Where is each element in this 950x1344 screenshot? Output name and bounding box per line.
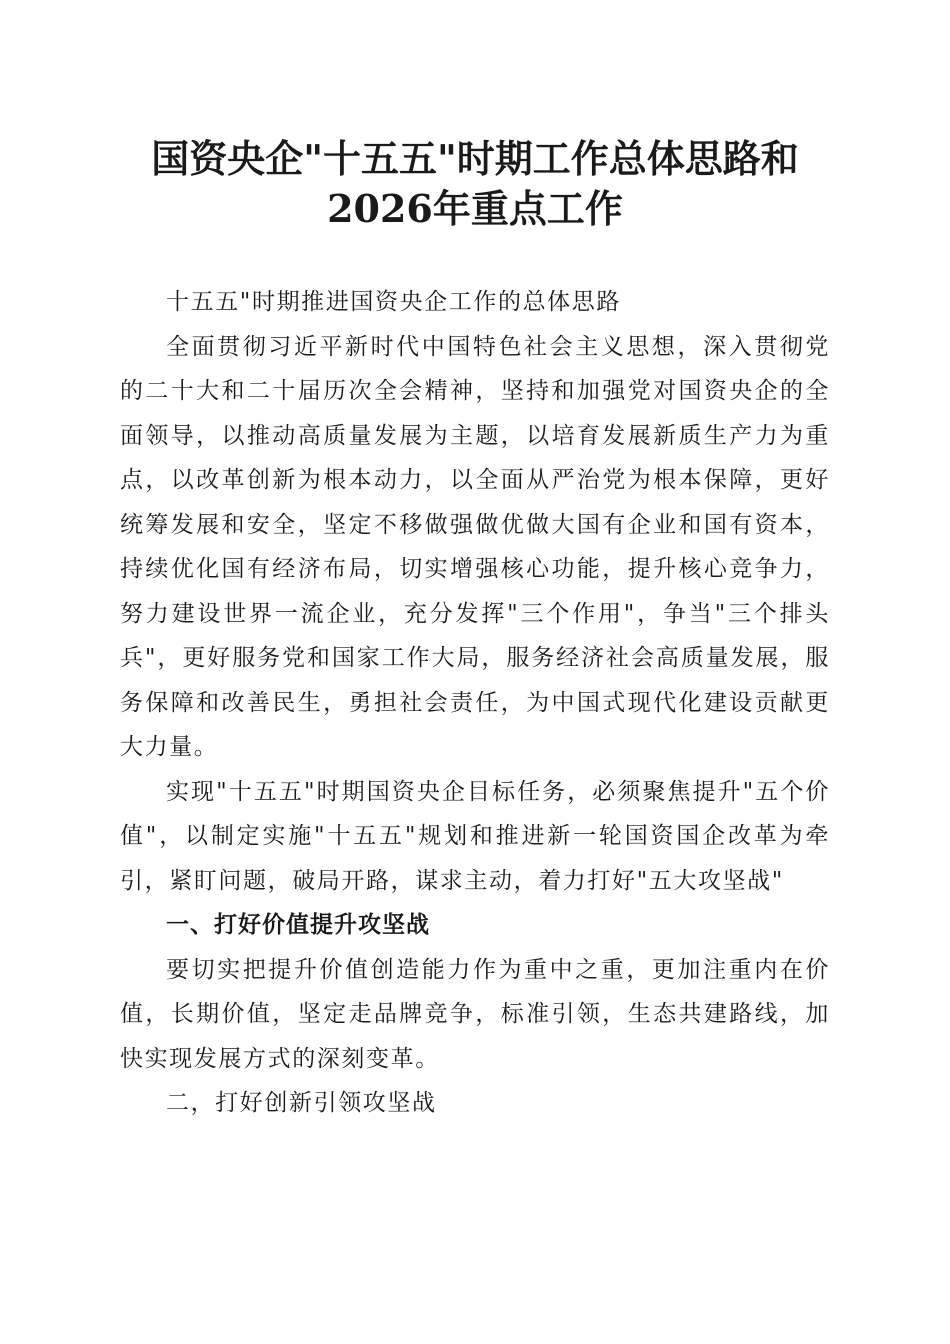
document-body — [120, 280, 830, 1126]
section-heading-value-enhancement: 一、打好价值提升攻坚战 — [166, 912, 430, 938]
paragraph-overview-heading: 十五五"时期推进国资央企工作的总体思路 — [166, 289, 621, 315]
paragraph-guiding-principles: 全面贯彻习近平新时代中国特色社会主义思想，深入贯彻党的二十大和二十届历次全会精神，坚持和加强党对国资央企的全面领导，以推动高质量发展为主题，以培育发展新质生产力为重点，以改革创新为根本动力，以全面从严治党为根本保障，更好统筹发展和安全，坚定不移做强做优做大国有企业和国有资本，持续优化国有经济布局，切实增强核心功能，提升核心竞争力，努力建设世界一流企业，充分发挥"三个作用"，争当"三个排头兵"，更好服务党和国家工作大局，服务经济社会高质量发展，服务保障和改善民生，勇担社会责任，为中国式现代化建设贡献更大力量。 — [120, 333, 830, 760]
paragraph-value-enhancement: 要切实把提升价值创造能力作为重中之重，更加注重内在价值，长期价值，坚定走品牌竞争，标准引领，生态共建路线，加快实现发展方式的深刻变革。 — [120, 956, 830, 1072]
section-heading-innovation: 二，打好创新引领攻坚战 — [166, 1090, 437, 1116]
document-title: 国资央企"十五五"时期工作总体思路和2026年重点工作 — [151, 136, 799, 231]
paragraph-goals: 实现"十五五"时期国资央企目标任务，必须聚焦提升"五个价值"，以制定实施"十五五"规划和推进新一轮国资国企改革为牵引，紧盯问题，破局开路，谋求主动，着力打好"五大攻坚战" — [120, 778, 830, 894]
